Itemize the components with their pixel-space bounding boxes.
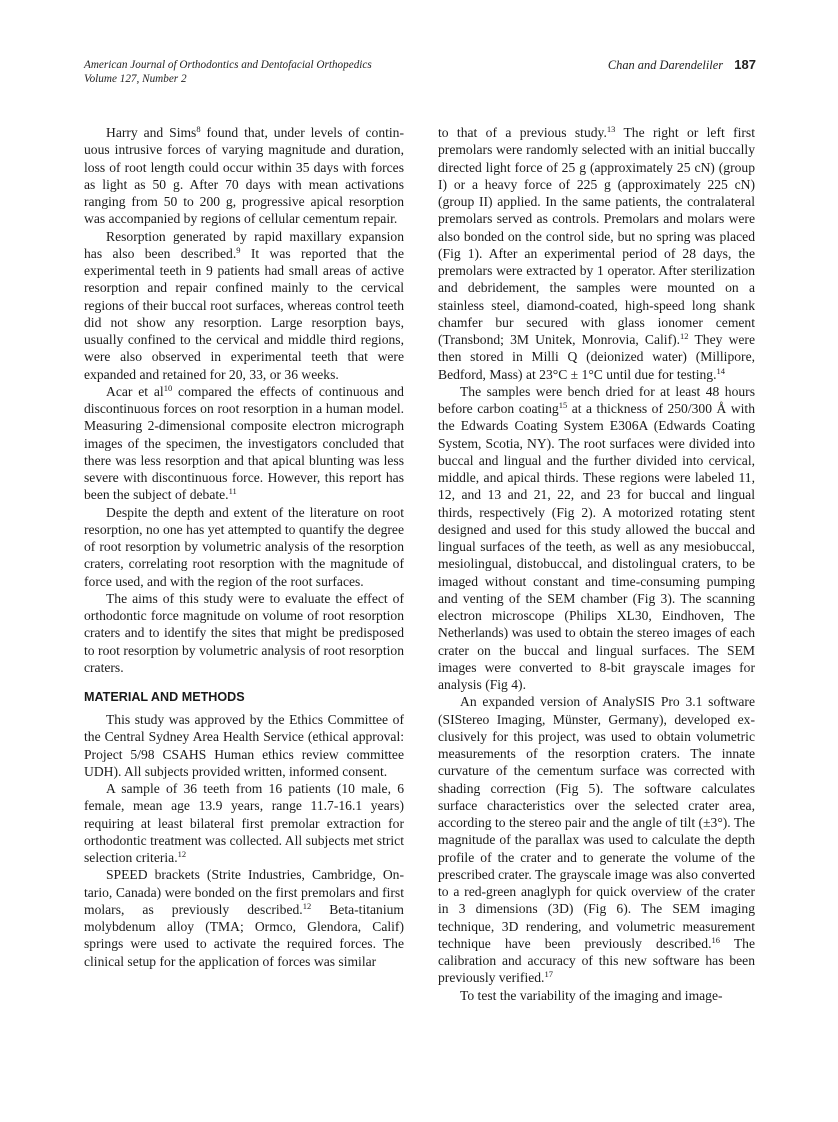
journal-volume: Volume 127, Number 2 bbox=[84, 73, 187, 85]
paragraph: A sample of 36 teeth from 16 patients (10 male, 6 female, mean age 13.9 years, range 11.7-16.1 years) requiring at least bilateral first premolar extraction for orthodontic treatment was collected. All subjects met strict selection criteria.$^{12}$ bbox=[84, 781, 404, 865]
citation: 16 bbox=[711, 934, 720, 945]
citation: 12 bbox=[177, 849, 187, 859]
running-head bbox=[608, 58, 756, 72]
section-heading: MATERIAL AND METHODS bbox=[84, 690, 245, 704]
paragraph: Resorption generated by rapid maxillary expansion has also been described.$^9$ It was reported that the experimental teeth in 9 patients had small areas of active resorption and repair confined mainly to the cervical regions of their buccal root surfaces, whereas control teeth did not show any resorption. Large resorption bays, usually confined to the cervical and middle third regions, were also observed in experimental teeth that were expanded and retained for 20, 33, or 36 weeks. bbox=[84, 228, 405, 382]
citation: 13 bbox=[606, 124, 616, 134]
paragraph: to that of a previous study.$^{13}$ The right or left first premolars were randomly selected with an initial buccally directed light force of 25 g (approximately 25 cN) (group I) or a heavy force of 225 g (approximately 225 cN) (group II) applied. In the same patients, the contralateral premolars served as controls. Premolars and molars were also bonded on the control side, but no spring was placed (Fig 1). After an experimental period of 28 days, the premolars were extracted by 1 operator. After sterilization and debridement, the samples were mounted on a stainless steel, diamond-coated, high-speed long shank chamfer bur secured with glass ionomer cement (Transbond; 3M Unitek, Monrovia, Calif).$^{12}$ They were then stored in Milli Q (deionized water) (Millipore, Bedford, Mass) at 23°C ± 1°C until due for testing.$^{14}$ bbox=[438, 124, 755, 382]
paragraph: Harry and Sims$^8$ found that, under levels of continuous intrusive forces of varying magnitude and duration, loss of root length could occur within 35 days with forces as light as 50 g. After 70 days with mean activations ranging from 50 to 200 g, progressive apical resorption was accompanied by regions of cellular cementum repair. bbox=[84, 124, 404, 227]
citation: 17 bbox=[544, 969, 553, 980]
left-column bbox=[84, 124, 404, 970]
paragraph: An expanded version of AnalySIS Pro 3.1 software (SIStereo Imaging, Münster, Germany), developed exclusively for this project, was used to obtain volumetric measurements of the resorption craters. The innate curvature of the cementum surface was corrected with shading correction (Fig 5). The software calculates surface characteristics over the selected crater area, according to the stereo pair and the angle of tilt (±3°). The magnitude of the parallax was used to calculate the depth profile of the crater and to generate the volume of the prescribed crater. The grayscale image was also converted to a red-green anaglyph for quick overview of the crater in 3 dimensions (3D) (Fig 6). The SEM imaging technique, 3D rendering, and volumetric measurement technique have been previously described.$^{16}$ The calibration and accuracy of this new software has been previously verified.$^{17}$ bbox=[438, 694, 755, 986]
citation: 12 bbox=[302, 900, 312, 911]
paragraph: The samples were bench dried for at least 48 hours before carbon coating$^{15}$ at a thickness of 250/300 Å with the Edwards Coating System E306A (Edwards Coating System, Scotia, NY). The root surfaces were divided into buccal and lingual and the further divided into cervical, middle, and apical thirds. These regions were labeled 11, 12, and 13 and 21, 22, and 23 for buccal and lingual thirds, respectively (Fig 2). A motorized rotating stent designed and used for this study allowed the buccal and lingual surfaces of the teeth, as well as any mesiobuccal, mesiolingual, distobuccal, and distolingual craters, to be imaged without constant and time-consuming pumping and venting of the SEM chamber (Fig 3). The scanning electron microscope (Philips XL30, Eindhoven, The Netherlands) was used to obtain the stereo images of each crater on the buccal and lingual surfaces. The SEM images were converted to 8-bit grayscale images for analysis (Fig 4). bbox=[438, 383, 756, 692]
journal-title: American Journal of Orthodontics and Dentofacial Orthopedics bbox=[84, 59, 372, 71]
citation: 11 bbox=[228, 486, 237, 497]
running-authors: Chan and Darendeliler bbox=[607, 58, 724, 72]
citation: 9 bbox=[236, 244, 241, 255]
paragraph: This study was approved by the Ethics Committee of the Central Sydney Area Health Service (ethical approval: Project 5/98 CSAHS Human ethics review committee UDH). All subjects provided written, informed consent. bbox=[84, 712, 404, 779]
paragraph: Acar et $al^{10}$ compared the effects of continuous and discontinuous forces on root resorption in a human model. Measuring 2-dimensional composite electron micrograph images of the specimen, the investigators concluded that there was less resorption and that apical blunting was less severe with discontinuous force. However, this report has been the subject of debate.$^{11}$ bbox=[84, 382, 404, 503]
paragraph: Despite the depth and extent of the literature on root resorption, no one has yet attempted to quantify the degree of root resorption by volumetric analysis of the resorption craters, correlating root resorption with the magnitude of force used, and with the region of the root surfaces. bbox=[84, 504, 404, 589]
citation: 8 bbox=[196, 124, 201, 134]
page-number: 187 bbox=[734, 57, 756, 72]
paragraph: SPEED brackets (Strite Industries, Cambridge, Ontario, Canada) were bonded on the first premolars and first molars, as previously described.$^{12}$ Beta-titanium molybdenum alloy (TMA; Ormco, Glendora, Calif) springs were used to activate the required forces. The clinical setup for the application of forces was similar bbox=[84, 867, 404, 969]
page-header bbox=[84, 58, 756, 86]
citation: 14 bbox=[716, 365, 725, 376]
citation: 15 bbox=[558, 400, 568, 410]
citation: 12 bbox=[680, 331, 689, 341]
paragraph: To test the variability of the imaging and image- bbox=[460, 987, 723, 1003]
right-column bbox=[438, 124, 755, 1004]
citation: 10 bbox=[163, 382, 173, 393]
paragraph: The aims of this study were to evaluate the effect of orthodontic force magnitude on volume of root resorption craters and to identify the sites that might be predisposed to root resorption by volumetric analysis of root resorption craters. bbox=[84, 590, 404, 675]
